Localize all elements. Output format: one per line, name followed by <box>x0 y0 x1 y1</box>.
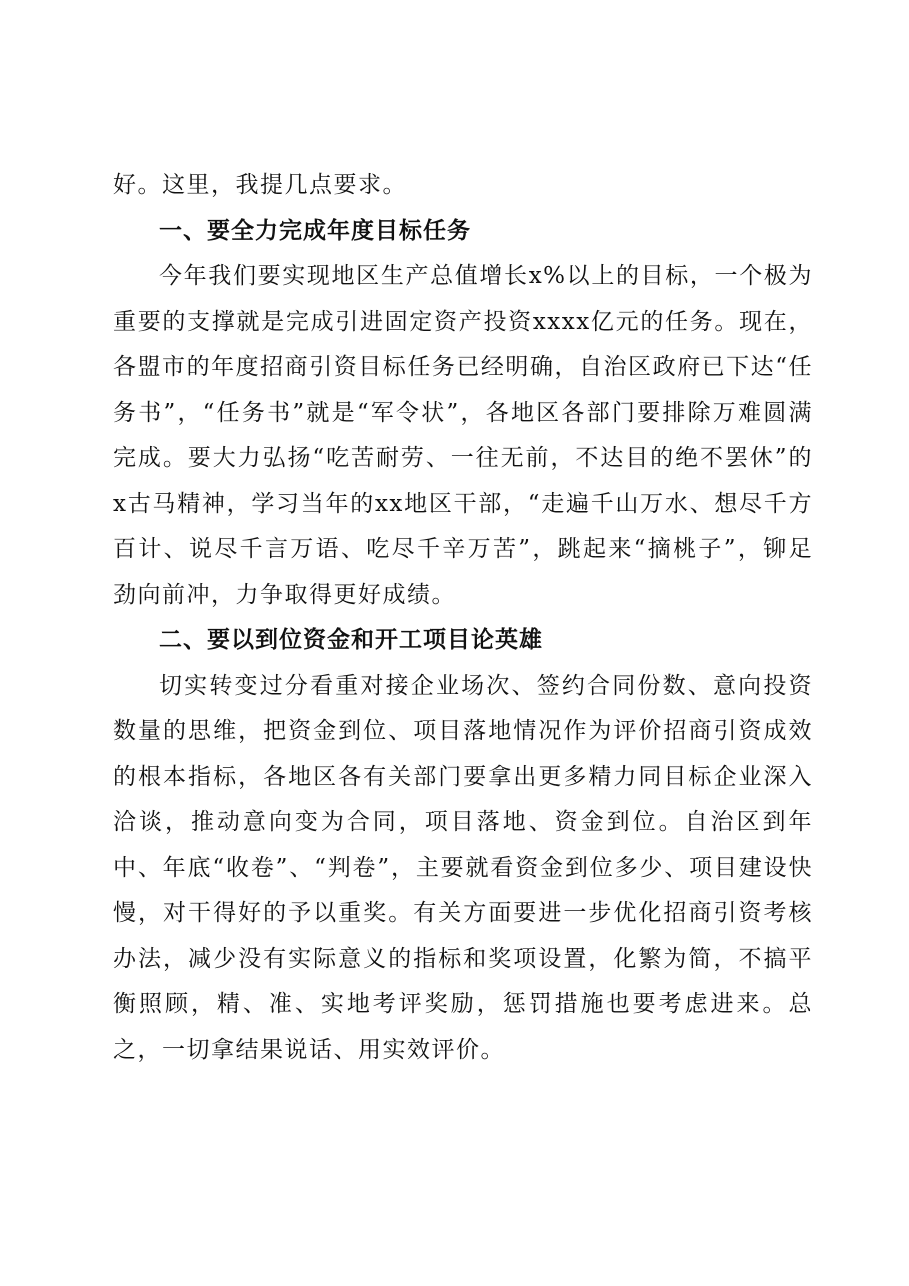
opening-paragraph: 好。这里，我提几点要求。 <box>113 172 407 198</box>
document-body <box>113 163 813 1073</box>
section-1-paragraph: 今年我们要实现地区生产总值增长x%以上的目标，一个极为重要的支撑就是完成引进固定资产投资xxxx亿元的任务。现在，各盟市的年度招商引资目标任务已经明确，自治区政府已下达“任务书”，“任务书”就是“军令状”，各地区各部门要排除万难圆满完成。要大力弘扬“吃苦耐劳、一往无前，不达目的绝不罢休”的x古马精神，学习当年的xx地区干部，“走遍千山万水、想尽千方百计、说尽千言万语、吃尽千辛万苦”，跳起来“摘桃子”，铆足劲向前冲，力争取得更好成绩。 <box>113 263 813 608</box>
section-2-paragraph: 切实转变过分看重对接企业场次、签约合同份数、意向投资数量的思维，把资金到位、项目落地情况作为评价招商引资成效的根本指标，各地区各有关部门要拿出更多精力同目标企业深入洽谈，推动意向变为合同，项目落地、资金到位。自治区到年中、年底“收卷”、“判卷”，主要就看资金到位多少、项目建设快慢，对干得好的予以重奖。有关方面要进一步优化招商引资考核办法，减少没有实际意义的指标和奖项设置，化繁为简，不搞平衡照顾，精、准、实地考评奖励，惩罚措施也要考虑进来。总之，一切拿结果说话、用实效评价。 <box>113 672 813 1063</box>
section-1-heading: 一、要全力完成年度目标任务 <box>159 217 471 244</box>
section-2-heading: 二、要以到位资金和开工项目论英雄 <box>159 627 543 653</box>
